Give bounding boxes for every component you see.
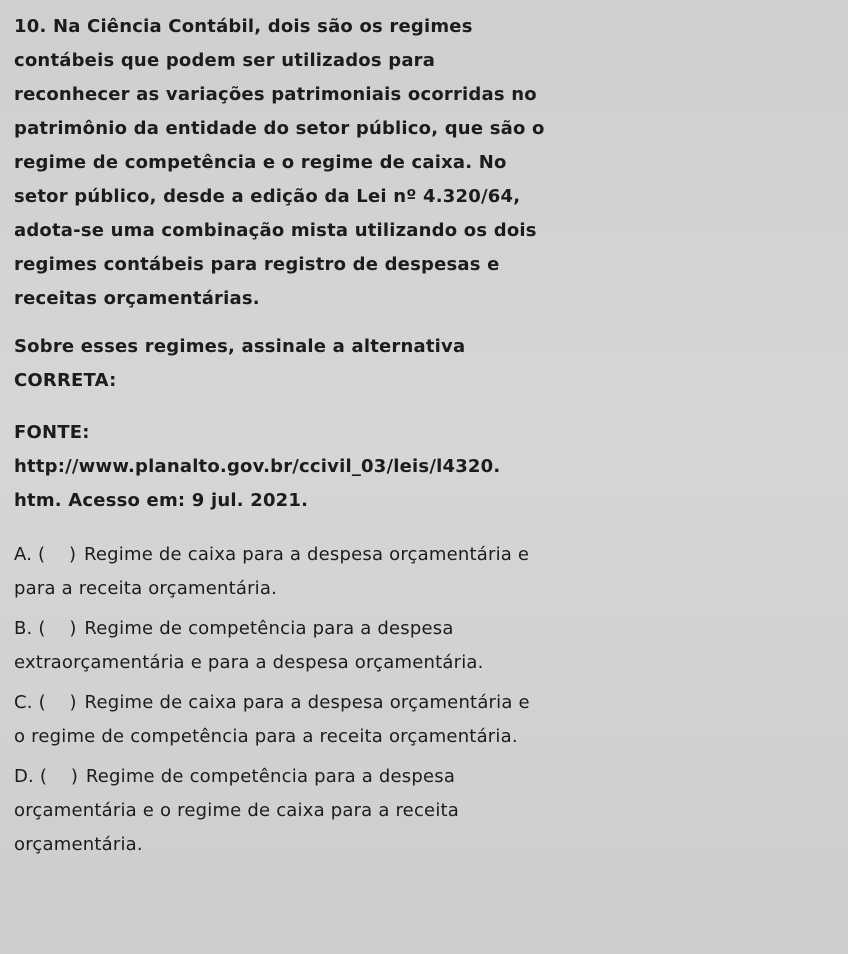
option-text: Regime de competência para a despesa	[85, 766, 456, 787]
option-letter: D.	[14, 766, 34, 787]
option-text: extraorçamentária e para a despesa orçamentária.	[14, 652, 484, 673]
source-url: http://www.planalto.gov.br/ccivil_03/leis/l4320.	[14, 456, 501, 477]
prompt-line: CORRETA:	[14, 370, 117, 391]
statement-line: regimes contábeis para registro de despesas e	[14, 254, 500, 275]
option-text: para a receita orçamentária.	[14, 578, 278, 599]
answer-blank[interactable]: ( )	[38, 692, 77, 713]
option-text: Regime de competência para a despesa	[84, 618, 454, 639]
statement-line: reconhecer as variações patrimoniais ocorridas no	[14, 84, 537, 105]
option-text: Regime de caixa para a despesa orçamentária e	[83, 544, 530, 565]
option-text: Regime de caixa para a despesa orçamentária e	[84, 692, 530, 713]
question-source	[14, 416, 844, 518]
statement-line: 10. Na Ciência Contábil, dois são os regimes	[14, 16, 473, 37]
statement-line: receitas orçamentárias.	[14, 288, 260, 309]
option-d[interactable]	[14, 760, 844, 862]
question-page	[14, 10, 844, 862]
statement-line: regime de competência e o regime de caixa. No	[14, 152, 507, 173]
answer-blank[interactable]: ( )	[38, 544, 77, 565]
statement-line: contábeis que podem ser utilizados para	[14, 50, 436, 71]
option-b[interactable]	[14, 612, 844, 680]
answer-blank[interactable]: ( )	[39, 766, 79, 787]
option-text: o regime de competência para a receita orçamentária.	[14, 726, 518, 747]
source-label: FONTE:	[14, 422, 90, 443]
answer-blank[interactable]: ( )	[38, 618, 77, 639]
options-list	[14, 538, 844, 862]
option-letter: A.	[14, 544, 33, 565]
option-a[interactable]	[14, 538, 844, 606]
statement-line: patrimônio da entidade do setor público, que são o	[14, 118, 545, 139]
statement-line: adota-se uma combinação mista utilizando os dois	[14, 220, 537, 241]
option-text: orçamentária.	[14, 834, 143, 855]
statement-line: setor público, desde a edição da Lei nº 4.320/64,	[14, 186, 521, 207]
source-access-date: htm. Acesso em: 9 jul. 2021.	[14, 490, 309, 511]
prompt-line: Sobre esses regimes, assinale a alternativa	[14, 336, 466, 357]
question-prompt	[14, 330, 844, 398]
option-text: orçamentária e o regime de caixa para a receita	[14, 800, 460, 821]
option-c[interactable]	[14, 686, 844, 754]
option-letter: C.	[14, 692, 33, 713]
option-letter: B.	[14, 618, 33, 639]
question-statement	[14, 10, 844, 316]
